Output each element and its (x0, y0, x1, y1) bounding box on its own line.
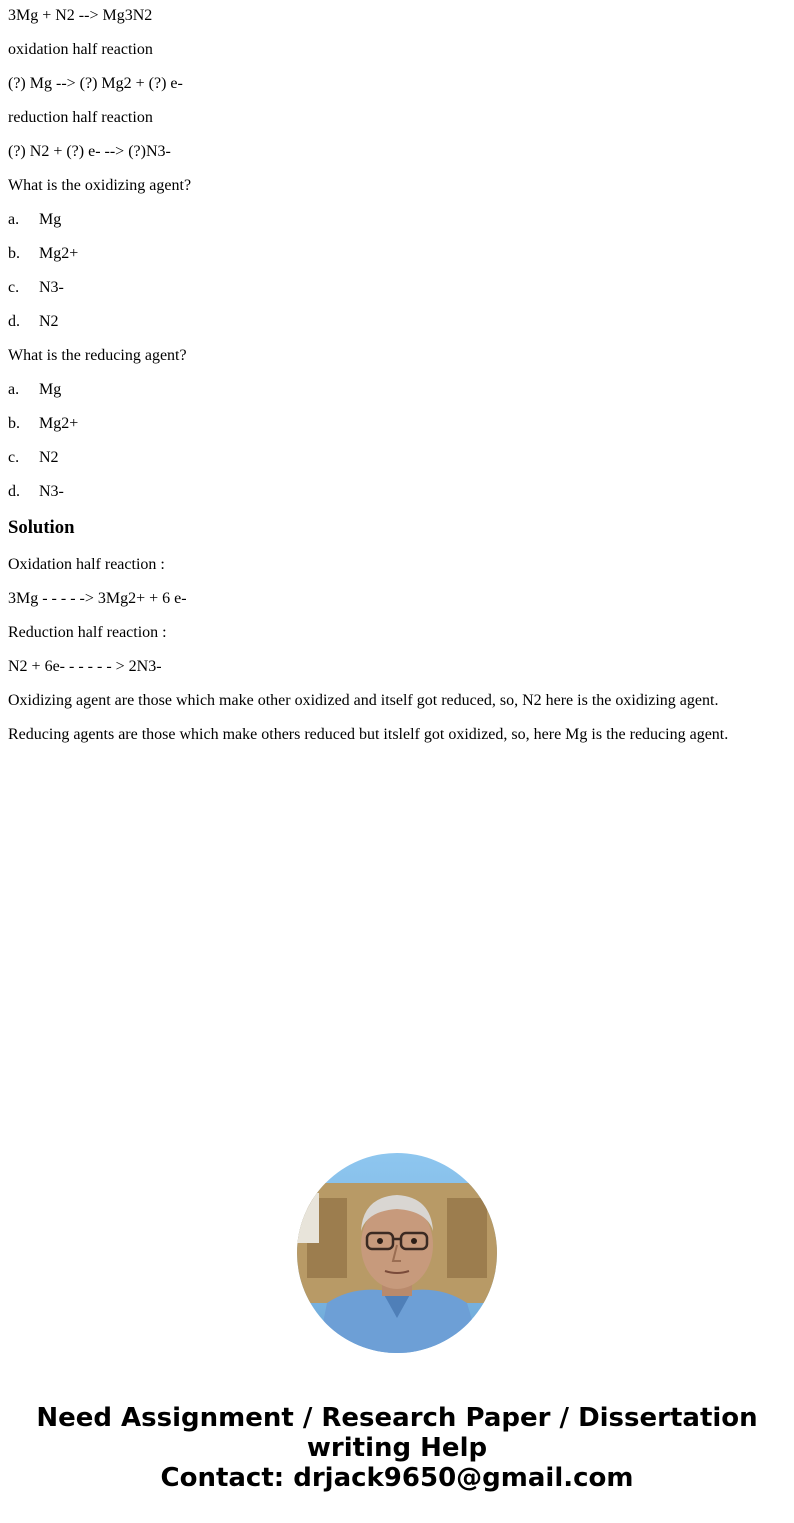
author-avatar (297, 1153, 497, 1353)
reduction-equation: (?) N2 + (?) e- --> (?)N3- (8, 143, 171, 160)
q2-option-a: a. Mg (8, 381, 62, 398)
main-equation: 3Mg + N2 --> Mg3N2 (8, 7, 153, 24)
document-body (8, 0, 788, 760)
q1-option-c: c. N3- (8, 279, 64, 296)
q2-option-d: d. N3- (8, 483, 64, 500)
q1-option-b: b. Mg2+ (8, 245, 79, 262)
footer-line-2: writing Help (306, 1433, 488, 1463)
footer-line-3: Contact: drjack9650@gmail.com (160, 1463, 634, 1493)
oxidation-label: oxidation half reaction (8, 41, 153, 58)
q2-option-c: c. N2 (8, 449, 59, 466)
solution-oxidation-equation: 3Mg - - - - -> 3Mg2+ + 6 e- (8, 590, 187, 607)
q1-option-d: d. N2 (8, 313, 59, 330)
solution-reduction-label: Reduction half reaction : (8, 624, 167, 641)
footer-line-1: Need Assignment / Research Paper / Dissertation (36, 1403, 758, 1433)
reducing-agent-explanation: Reducing agents are those which make others reduced but itslelf got oxidized, so, here Mg is the reducing agent. (8, 726, 729, 743)
question-oxidizing-agent: What is the oxidizing agent? (8, 177, 192, 194)
footer-contact (0, 1403, 794, 1493)
solution-oxidation-label: Oxidation half reaction : (8, 556, 165, 573)
oxidizing-agent-explanation: Oxidizing agent are those which make other oxidized and itself got reduced, so, N2 here is the oxidizing agent. (8, 692, 719, 709)
reduction-label: reduction half reaction (8, 109, 153, 126)
solution-heading: Solution (8, 517, 75, 538)
oxidation-equation: (?) Mg --> (?) Mg2 + (?) e- (8, 75, 183, 92)
q1-option-a: a. Mg (8, 211, 62, 228)
solution-reduction-equation: N2 + 6e- - - - - - > 2N3- (8, 658, 162, 675)
question-reducing-agent: What is the reducing agent? (8, 347, 187, 364)
q2-option-b: b. Mg2+ (8, 415, 79, 432)
